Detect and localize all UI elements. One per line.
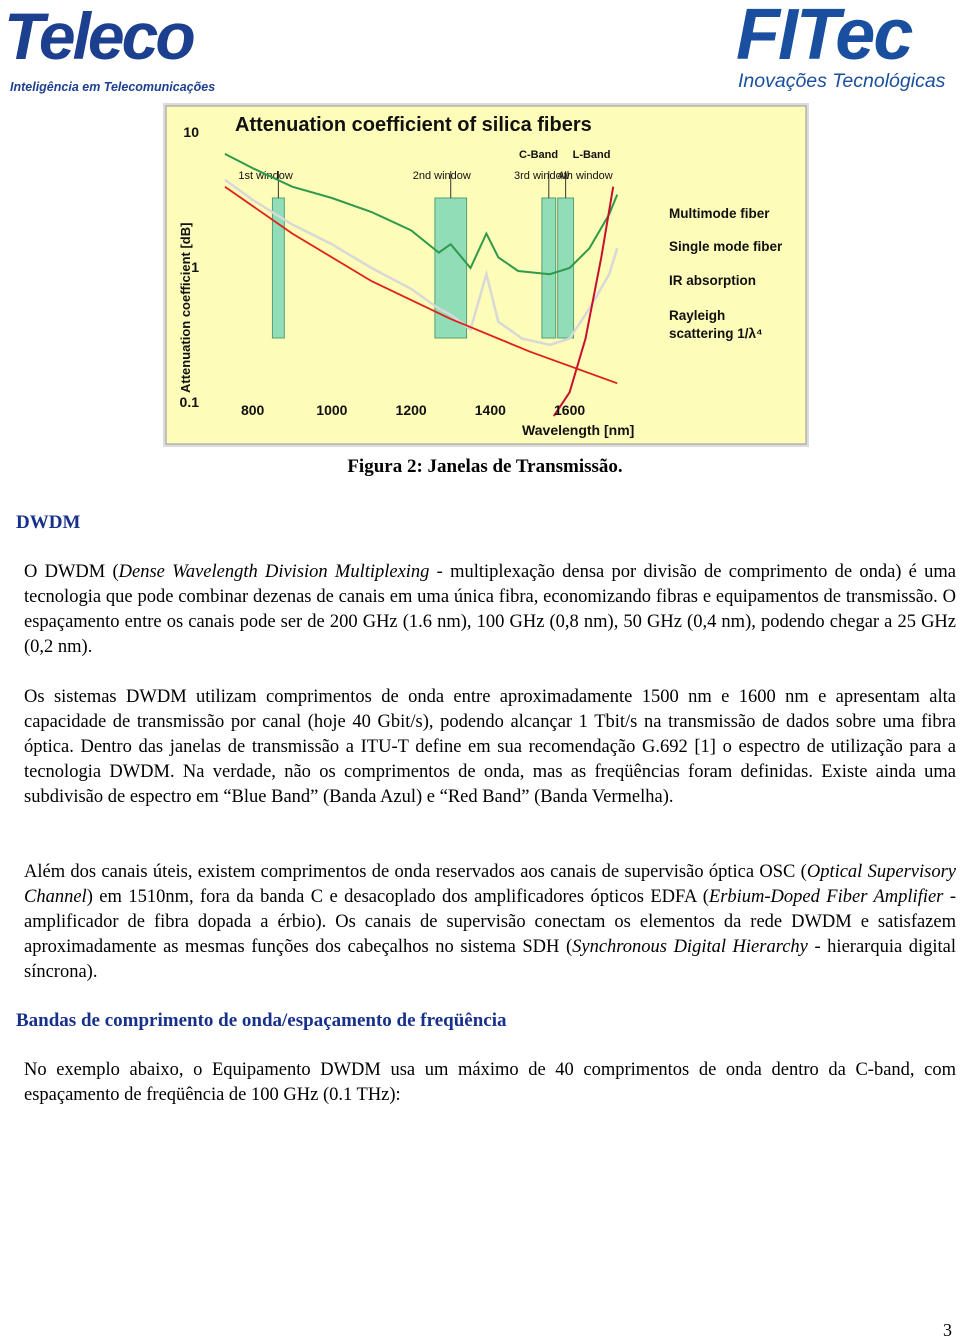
paragraph-dwdm-systems: Os sistemas DWDM utilizam comprimentos de onda entre aproximadamente 1500 nm e 1600 nm e apresentam alta capacidade de transmissão por canal (hoje 40 Gbit/s), podendo alcançar 1 Tbit/s na transmissão de dados sobre uma fibra óptica. Dentro das janelas de transmissão a ITU-T define em sua recomendação G.692 [1] o espectro de utilização para a tecnologia DWDM. Na verdade, não os comprimentos de onda, mas as freqüências foram definidas. Existe ainda uma subdivisão de espectro em “Blue Band” (Banda Azul) e “Red Band” (Banda Vermelha). xyxy=(24,687,956,807)
window-label-4: 4th window xyxy=(557,170,613,182)
page-number: 3 xyxy=(943,1320,952,1340)
y-tick-label-3: 0.1 xyxy=(179,394,199,410)
p3-italic-edfa: Erbium-Doped Fiber Amplifier xyxy=(708,887,944,907)
p1-text-a: O DWDM ( xyxy=(24,562,119,582)
x-tick-label-3: 1200 xyxy=(395,402,427,418)
l-band-label: L-Band xyxy=(572,149,611,161)
figure-caption: Figura 2: Janelas de Transmissão. xyxy=(347,456,623,477)
attenuation-figure xyxy=(163,103,809,447)
attenuation-chart xyxy=(163,103,809,447)
teleco-logo-text: Teleco xyxy=(4,0,193,73)
p1-italic: Dense Wavelength Division Multiplexing xyxy=(118,562,430,582)
legend-entry-2: Single mode fiber xyxy=(669,239,783,254)
y-tick-label-1: 10 xyxy=(183,124,199,140)
teleco-logo xyxy=(4,0,230,96)
window-label-1: 1st window xyxy=(238,170,293,182)
p3-text-c: - amplificador de fibra dopada a érbio). Os canais de supervisão conectam os elementos da rede DWDM e satisfazem aproximadamente as mesmas funções dos cabeçalhos no sistema SDH ( xyxy=(24,887,956,957)
legend-entry-1: Multimode fiber xyxy=(669,206,770,221)
p3-italic-osc: Optical Supervisory Channel xyxy=(24,862,956,907)
paragraph-osc xyxy=(24,860,956,985)
window-label-3: 3rd window xyxy=(514,170,570,182)
paragraph-dwdm-intro xyxy=(24,560,956,660)
legend-entry-5: scattering 1/λ⁴ xyxy=(669,326,763,341)
window-band-2 xyxy=(435,198,467,338)
p3-italic-sdh: Synchronous Digital Hierarchy xyxy=(572,937,808,957)
p3-text-a: Além dos canais úteis, existem comprimentos de onda reservados aos canais de supervisão óptica OSC ( xyxy=(24,862,807,882)
c-band-label: C-Band xyxy=(519,149,559,161)
paragraph-example: No exemplo abaixo, o Equipamento DWDM usa um máximo de 40 comprimentos de onda dentro da C-band, com espaçamento de freqüência de 100 GHz (0.1 THz): xyxy=(24,1060,956,1105)
chart-title: Attenuation coefficient of silica fibers xyxy=(235,114,592,136)
dwdm-heading: DWDM xyxy=(16,512,81,533)
fitec-logo-text: FITec xyxy=(736,0,912,75)
x-tick-label-2: 1000 xyxy=(316,402,348,418)
teleco-tagline: Inteligência em Telecomunicações xyxy=(10,80,216,94)
y-tick-label-2: 1 xyxy=(191,259,199,275)
p3-text-d: - hierarquia digital síncrona). xyxy=(24,937,957,982)
x-tick-label-4: 1400 xyxy=(474,402,506,418)
fitec-tagline: Inovações Tecnológicas xyxy=(738,70,946,92)
legend-entry-4: Rayleigh xyxy=(669,308,726,323)
bands-heading: Bandas de comprimento de onda/espaçamento de freqüência xyxy=(16,1010,507,1031)
p1-text-b: - multiplexação densa por divisão de comprimento de onda) é uma tecnologia que pode combinar dezenas de canais em uma única fibra, economizando fibras e equipamentos de transmissão. O espaçamento entre os canais pode ser de 200 GHz (1.6 nm), 100 GHz (0,8 nm), 50 GHz (0,4 nm), podendo chegar a 25 GHz (0,2 nm). xyxy=(24,562,956,657)
window-band-3 xyxy=(542,198,556,338)
y-axis-label: Attenuation coefficient [dB] xyxy=(178,222,193,393)
x-tick-label-1: 800 xyxy=(240,402,265,418)
legend-entry-3: IR absorption xyxy=(669,273,756,288)
p3-text-b: ) em 1510nm, fora da banda C e desacoplado dos amplificadores ópticos EDFA ( xyxy=(86,887,709,907)
x-axis-label: Wavelength [nm] xyxy=(522,422,635,438)
fitec-logo xyxy=(728,0,956,96)
window-band-4 xyxy=(558,198,574,338)
window-label-2: 2nd window xyxy=(412,170,471,182)
x-tick-label-5: 1600 xyxy=(554,402,586,418)
